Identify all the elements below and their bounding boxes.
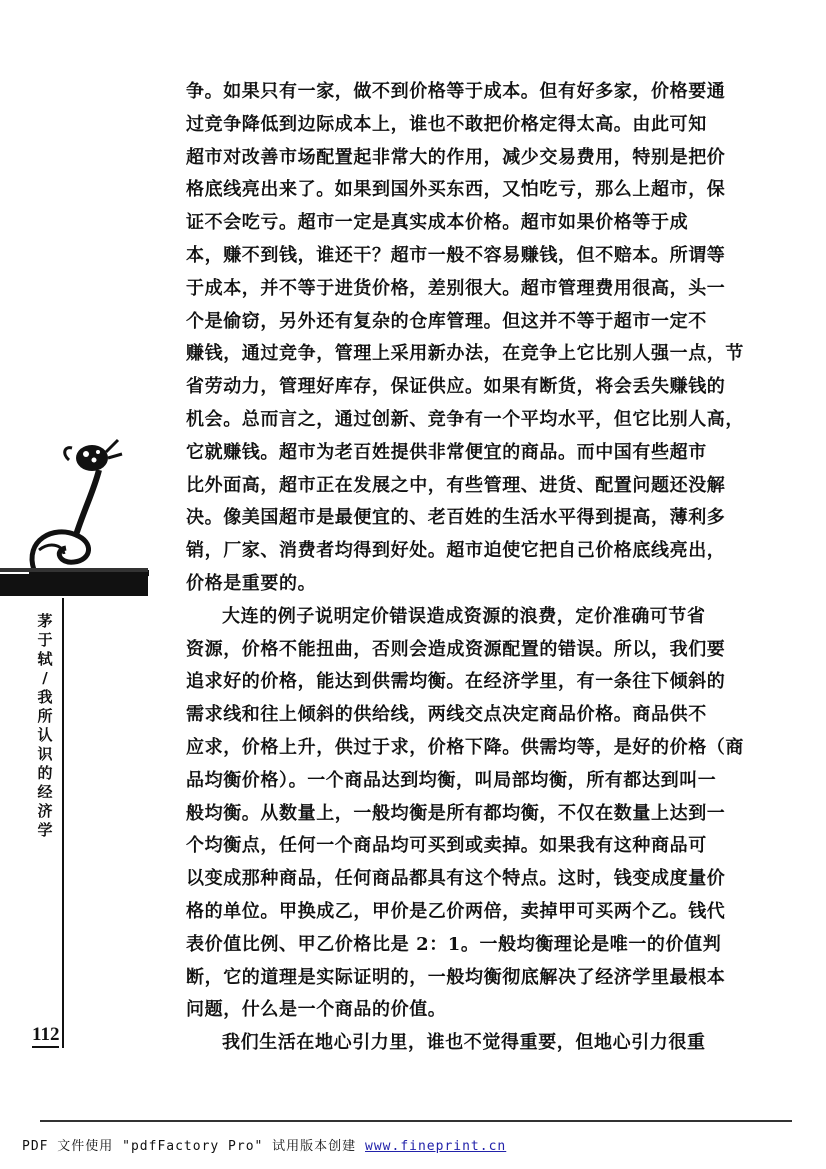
text-line: 般均衡。从数量上，一般均衡是所有都均衡，不仅在数量上达到一 — [186, 802, 726, 824]
text-line: 需求线和往上倾斜的供给线，两线交点决定商品价格。商品供不 — [186, 704, 707, 726]
paragraph-3 — [186, 1027, 746, 1060]
text-line: 争。如果只有一家，做不到价格等于成本。但有好多家，价格要通 — [186, 81, 726, 102]
text-line: 表价值比例、甲乙价格比是 2：1。一般均衡理论是唯一的价值判 — [186, 933, 722, 955]
text-line: 我们生活在地心引力里，谁也不觉得重要，但地心引力很重 — [222, 1032, 706, 1054]
text-line: 决。像美国超市是最便宜的、老百姓的生活水平得到提高，薄利多 — [186, 507, 726, 529]
text-line: 断，它的道理是实际证明的，一般均衡彻底解决了经济学里最根本 — [186, 966, 726, 988]
text-line: 大连的例子说明定价错误造成资源的浪费，定价准确可节省 — [222, 605, 706, 627]
text-line: 个是偷窃，另外还有复杂的仓库管理。但这并不等于超市一定不 — [186, 310, 707, 332]
footer-rule — [40, 1120, 792, 1122]
running-title-char: 学 — [37, 821, 53, 839]
running-title-char: 识 — [37, 745, 53, 763]
running-title-char: / — [42, 669, 48, 687]
running-title-char: 经 — [37, 783, 53, 801]
text-line: 价格是重要的。 — [186, 572, 317, 594]
text-line: 本，赚不到钱，谁还干？超市一般不容易赚钱，但不赔本。所谓等 — [186, 244, 726, 266]
text-line: 应求，价格上升，供过于求，价格下降。供需均等，是好的价格（商 — [186, 736, 744, 758]
text-line: 以变成那种商品，任何商品都具有这个特点。这时，钱变成度量价 — [186, 868, 726, 890]
text-line: 品均衡价格）。一个商品达到均衡，叫局部均衡，所有都达到叫一 — [186, 769, 717, 791]
margin-rule-thin — [0, 568, 148, 572]
bird-ornament-icon — [14, 430, 154, 580]
running-title-char: 的 — [37, 764, 53, 782]
text-line: 过竞争降低到边际成本上，谁也不敢把价格定得太高。由此可知 — [186, 113, 707, 135]
text-line: 比外面高，超市正在发展之中，有些管理、进货、配置问题还没解 — [186, 474, 726, 496]
body-text — [186, 76, 746, 1060]
footer-text: PDF 文件使用 "pdfFactory Pro" 试用版本创建 — [22, 1139, 366, 1154]
text-line: 机会。总而言之，通过创新、竞争有一个平均水平，但它比别人高， — [186, 408, 744, 430]
text-line: 追求好的价格，能达到供需均衡。在经济学里，有一条往下倾斜的 — [186, 671, 726, 693]
running-title-char: 我 — [37, 688, 53, 706]
text-line: 问题，什么是一个商品的价值。 — [186, 999, 447, 1021]
running-title-char: 轼 — [37, 650, 53, 668]
text-line: 个均衡点，任何一个商品均可买到或卖掉。如果我有这种商品可 — [186, 835, 707, 857]
running-title-char: 济 — [37, 802, 53, 820]
margin-vertical-rule — [62, 598, 64, 1048]
paragraph-1 — [186, 76, 746, 601]
text-line: 超市对改善市场配置起非常大的作用，减少交易费用，特别是把价 — [186, 146, 726, 168]
text-line: 格的单位。甲换成乙，甲价是乙价两倍，卖掉甲可买两个乙。钱代 — [186, 900, 726, 922]
text-line: 于成本，并不等于进货价格，差别很大。超市管理费用很高，头一 — [186, 277, 726, 299]
text-line: 省劳动力，管理好库存，保证供应。如果有断货，将会丢失赚钱的 — [186, 376, 726, 398]
running-title-char: 所 — [37, 707, 53, 725]
text-line: 资源，价格不能扭曲，否则会造成资源配置的错误。所以，我们要 — [186, 638, 726, 660]
pdf-footer — [22, 1135, 506, 1154]
page-number: 112 — [32, 1024, 59, 1048]
text-line: 它就赚钱。超市为老百姓提供非常便宜的商品。而中国有些超市 — [186, 441, 707, 463]
running-title — [34, 612, 56, 840]
running-title-char: 于 — [37, 631, 53, 649]
text-line: 证不会吃亏。超市一定是真实成本价格。超市如果价格等于成 — [186, 212, 689, 234]
paragraph-2 — [186, 601, 746, 1027]
footer-link[interactable]: www.fineprint.cn — [365, 1139, 507, 1154]
text-line: 赚钱，通过竞争，管理上采用新办法，在竞争上它比别人强一点，节 — [186, 343, 744, 365]
running-title-char: 认 — [37, 726, 53, 744]
text-line: 格底线亮出来了。如果到国外买东西，又怕吃亏，那么上超市，保 — [186, 179, 726, 201]
margin-rule-bar — [0, 574, 148, 596]
text-line: 销，厂家、消费者均得到好处。超市迫使它把自己价格底线亮出， — [186, 540, 726, 562]
running-title-char: 茅 — [37, 612, 53, 630]
